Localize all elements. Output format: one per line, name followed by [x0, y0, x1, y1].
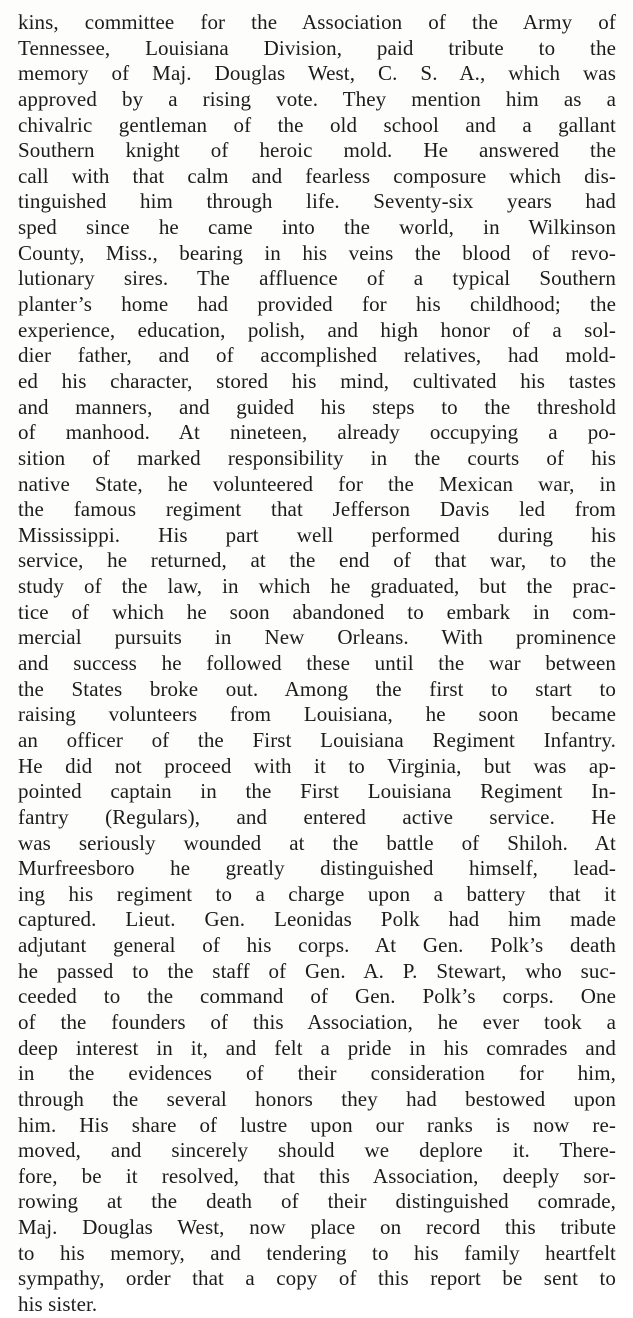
text-line: raising volunteers from Louisiana, he soon became: [18, 702, 616, 727]
text-line: of manhood. At nineteen, already occupying a po-: [18, 420, 616, 445]
text-line: Southern knight of heroic mold. He answered the: [18, 138, 616, 163]
text-line: County, Miss., bearing in his veins the blood of revo-: [18, 240, 616, 265]
text-line: ceeded to the command of Gen. Polk’s corps. One: [18, 984, 616, 1009]
text-line: service, he returned, at the end of that war, to the: [18, 548, 616, 573]
text-line: through the several honors they had bestowed upon: [18, 1086, 616, 1111]
text-line: experience, education, polish, and high honor of a sol-: [18, 317, 616, 342]
text-line: his sister.: [18, 1292, 98, 1317]
text-line: an officer of the First Louisiana Regiment Infantry.: [18, 727, 616, 752]
text-line: sympathy, order that a copy of this report be sent to: [18, 1266, 616, 1291]
text-line: rowing at the death of their distinguished comrade,: [18, 1189, 616, 1214]
text-line: he passed to the staff of Gen. A. P. Stewart, who suc-: [18, 958, 616, 983]
text-line: deep interest in it, and felt a pride in his comrades and: [18, 1035, 616, 1060]
text-line: pointed captain in the First Louisiana Regiment In-: [18, 779, 616, 804]
text-line: fantry (Regulars), and entered active service. He: [18, 804, 616, 829]
text-line: tice of which he soon abandoned to embark in com-: [18, 599, 616, 624]
text-line: moved, and sincerely should we deplore it. There-: [18, 1138, 616, 1163]
text-line: dier father, and of accomplished relatives, had mold-: [18, 343, 616, 368]
text-line: to his memory, and tendering to his family heartfelt: [18, 1240, 616, 1265]
text-line: sition of marked responsibility in the courts of his: [18, 445, 616, 470]
text-line: captured. Lieut. Gen. Leonidas Polk had him made: [18, 907, 616, 932]
text-line: chivalric gentleman of the old school and a gallant: [18, 112, 616, 137]
text-line: was seriously wounded at the battle of Shiloh. At: [18, 830, 616, 855]
text-line: ed his character, stored his mind, cultivated his tastes: [18, 368, 616, 393]
text-line: him. His share of lustre upon our ranks is now re-: [18, 1112, 616, 1137]
text-line: fore, be it resolved, that this Association, deeply sor-: [18, 1163, 616, 1188]
text-line: sped since he came into the world, in Wilkinson: [18, 215, 616, 240]
text-line: lutionary sires. The affluence of a typical Southern: [18, 266, 616, 291]
text-line: ing his regiment to a charge upon a battery that it: [18, 881, 616, 906]
text-line: Maj. Douglas West, now place on record this tribute: [18, 1215, 616, 1240]
text-line: native State, he volunteered for the Mexican war, in: [18, 471, 616, 496]
text-line: of the founders of this Association, he ever took a: [18, 1009, 616, 1034]
text-line: study of the law, in which he graduated, but the prac-: [18, 574, 616, 599]
text-line: Murfreesboro he greatly distinguished himself, lead-: [18, 856, 616, 881]
text-line: kins, committee for the Association of the Army of: [18, 10, 616, 34]
text-line: the famous regiment that Jefferson Davis led from: [18, 497, 616, 522]
text-line: mercial pursuits in New Orleans. With prominence: [18, 625, 616, 650]
text-line: memory of Maj. Douglas West, C. S. A., which was: [18, 61, 616, 86]
text-line: He did not proceed with it to Virginia, but was ap-: [18, 753, 616, 778]
text-line: tinguished him through life. Seventy-six years had: [18, 189, 616, 214]
text-line: adjutant general of his corps. At Gen. Polk’s death: [18, 933, 616, 958]
text-column: [18, 10, 616, 1318]
text-line: Mississippi. His part well performed during his: [18, 522, 616, 547]
text-line: in the evidences of their consideration for him,: [18, 1061, 616, 1086]
text-line: approved by a rising vote. They mention him as a: [18, 86, 616, 111]
text-line: the States broke out. Among the first to start to: [18, 676, 616, 701]
text-line: Tennessee, Louisiana Division, paid tribute to the: [18, 35, 616, 60]
text-line: and manners, and guided his steps to the threshold: [18, 394, 616, 419]
text-line: and success he followed these until the war between: [18, 651, 616, 676]
text-line: call with that calm and fearless composure which dis-: [18, 163, 616, 188]
text-line: planter’s home had provided for his childhood; the: [18, 292, 616, 317]
